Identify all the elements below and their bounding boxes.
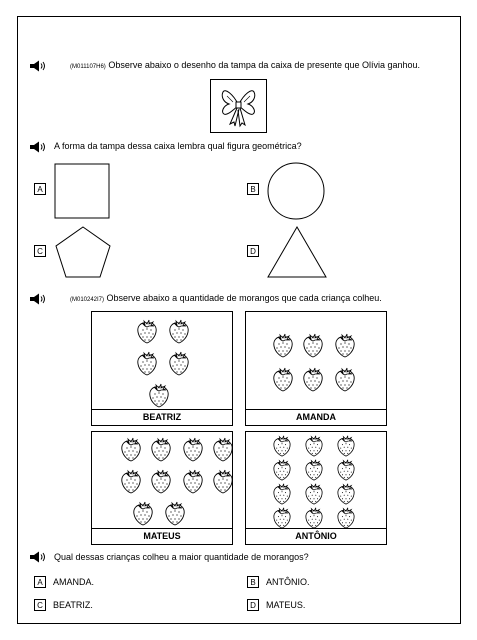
strawberry-icon (304, 506, 324, 529)
speaker-icon[interactable] (29, 293, 47, 305)
strawberry-icon (302, 366, 324, 392)
strawberry-icon (182, 468, 204, 494)
q2-option-text[interactable]: AMANDA. (53, 577, 95, 587)
strawberry-icon (336, 458, 356, 481)
strawberry-icon (212, 436, 234, 462)
strawberry-icon (164, 500, 186, 526)
strawberry-icon (120, 436, 142, 462)
q2-option-letter[interactable]: D (247, 599, 259, 611)
strawberry-icon (168, 350, 190, 376)
strawberry-icon (304, 482, 324, 505)
q1-intro-text: Observe abaixo o desenho da tampa da caixa de presente que Olívia ganhou. (108, 60, 421, 70)
strawberry-icon (136, 318, 158, 344)
strawberry-icon (150, 436, 172, 462)
panel-name: MATEUS (92, 528, 232, 544)
strawberry-icon (336, 434, 356, 457)
strawberry-panel-amanda (245, 311, 387, 426)
strawberry-icon (334, 332, 356, 358)
strawberry-icon (120, 468, 142, 494)
strawberry-icon (272, 458, 292, 481)
q2-intro-text: Observe abaixo a quantidade de morangos que cada criança colheu. (106, 293, 382, 303)
strawberry-icon (148, 382, 170, 408)
q1-option-pentagon[interactable] (53, 225, 113, 279)
q2-option-text[interactable]: MATEUS. (266, 600, 306, 610)
q1-option-letter[interactable]: B (247, 183, 259, 195)
strawberry-icon (334, 366, 356, 392)
q1-intro (70, 60, 420, 73)
strawberry-icon (272, 434, 292, 457)
q1-option-letter[interactable]: C (34, 245, 46, 257)
q1-code: (M011107H6) (70, 64, 106, 70)
q1-option-letter[interactable]: D (247, 245, 259, 257)
strawberry-icon (168, 318, 190, 344)
strawberry-icon (182, 436, 204, 462)
strawberry-icon (272, 506, 292, 529)
q1-option-circle[interactable] (266, 161, 326, 221)
panel-name: BEATRIZ (92, 409, 232, 425)
strawberry-icon (272, 366, 294, 392)
q2-code: (M010242I7) (70, 297, 105, 303)
gift-lid-image (210, 79, 267, 133)
strawberry-icon (336, 482, 356, 505)
strawberry-icon (336, 506, 356, 529)
bow-icon (211, 80, 266, 132)
q1-option-letter[interactable]: A (34, 183, 46, 195)
strawberry-icon (136, 350, 158, 376)
q2-question: Qual dessas crianças colheu a maior quantidade de morangos? (54, 552, 309, 562)
strawberry-icon (304, 458, 324, 481)
strawberry-panel-mateus (91, 431, 233, 545)
q1-question: A forma da tampa dessa caixa lembra qual figura geométrica? (54, 141, 302, 151)
speaker-icon[interactable] (29, 551, 47, 563)
q2-option-letter[interactable]: A (34, 576, 46, 588)
strawberry-icon (304, 434, 324, 457)
speaker-icon[interactable] (29, 60, 47, 72)
strawberry-icon (132, 500, 154, 526)
strawberry-icon (302, 332, 324, 358)
q2-intro (70, 293, 382, 306)
q2-option-letter[interactable]: B (247, 576, 259, 588)
strawberry-icon (272, 332, 294, 358)
strawberry-panel-antonio (245, 431, 387, 545)
strawberry-icon (272, 482, 292, 505)
panel-name: ANTÔNIO (246, 528, 386, 544)
panel-name: AMANDA (246, 409, 386, 425)
q1-option-triangle[interactable] (266, 225, 328, 279)
strawberry-icon (212, 468, 234, 494)
q2-option-text[interactable]: BEATRIZ. (53, 600, 93, 610)
q2-option-letter[interactable]: C (34, 599, 46, 611)
q2-option-text[interactable]: ANTÔNIO. (266, 577, 310, 587)
strawberry-panel-beatriz (91, 311, 233, 426)
strawberry-icon (150, 468, 172, 494)
speaker-icon[interactable] (29, 141, 47, 153)
q1-option-square[interactable] (54, 163, 110, 219)
